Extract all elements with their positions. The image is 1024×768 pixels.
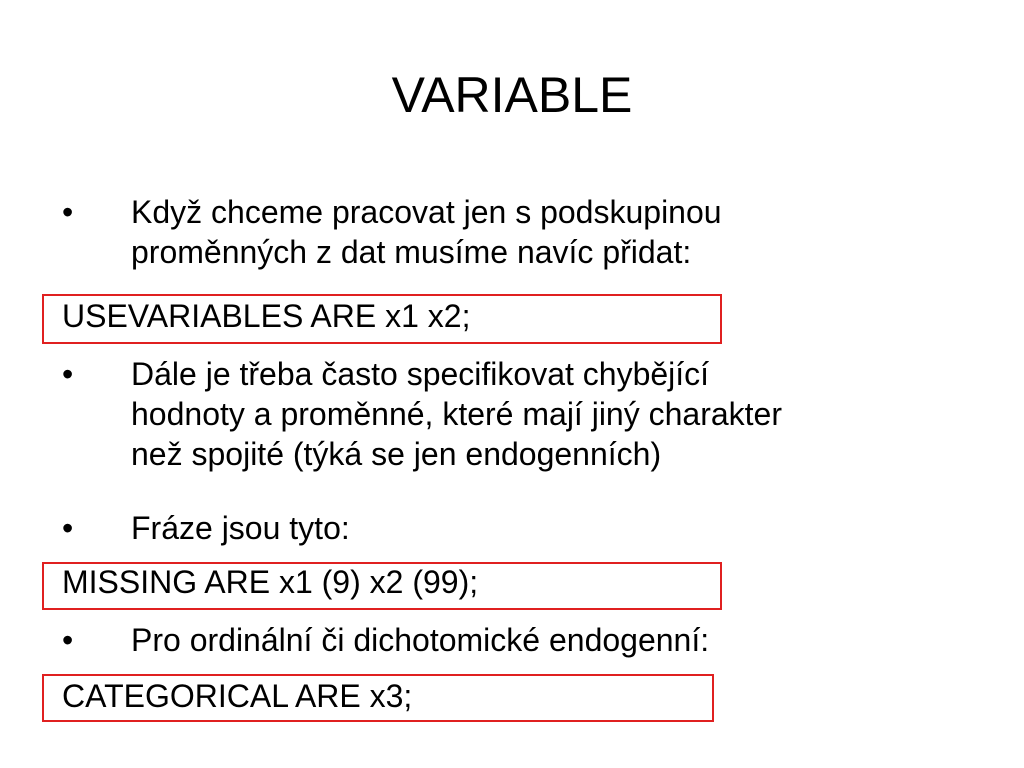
bullet-line: Když chceme pracovat jen s podskupinou [131,194,722,230]
bullet-marker: • [62,356,74,392]
code-usevariables: USEVARIABLES ARE x1 x2; [62,298,471,334]
bullet-line: proměnných z dat musíme navíc přidat: [131,234,692,270]
code-missing: MISSING ARE x1 (9) x2 (99); [62,564,479,600]
bullet-line: než spojité (týká se jen endogenních) [131,436,662,472]
bullet-text-3 [131,508,991,548]
bullet-text-1 [131,192,991,272]
bullet-line: Pro ordinální či dichotomické endogenní: [131,622,710,658]
code-categorical: CATEGORICAL ARE x3; [62,678,413,714]
bullet-line: hodnoty a proměnné, které mají jiný charakter [131,396,782,432]
bullet-line: Dále je třeba často specifikovat chybějící [131,356,710,392]
bullet-marker: • [62,194,74,230]
bullet-marker: • [62,510,74,546]
bullet-marker: • [62,622,74,658]
bullet-line: Fráze jsou tyto: [131,510,350,546]
slide-title: VARIABLE [391,67,633,123]
bullet-text-4 [131,620,991,660]
bullet-text-2 [131,354,991,474]
